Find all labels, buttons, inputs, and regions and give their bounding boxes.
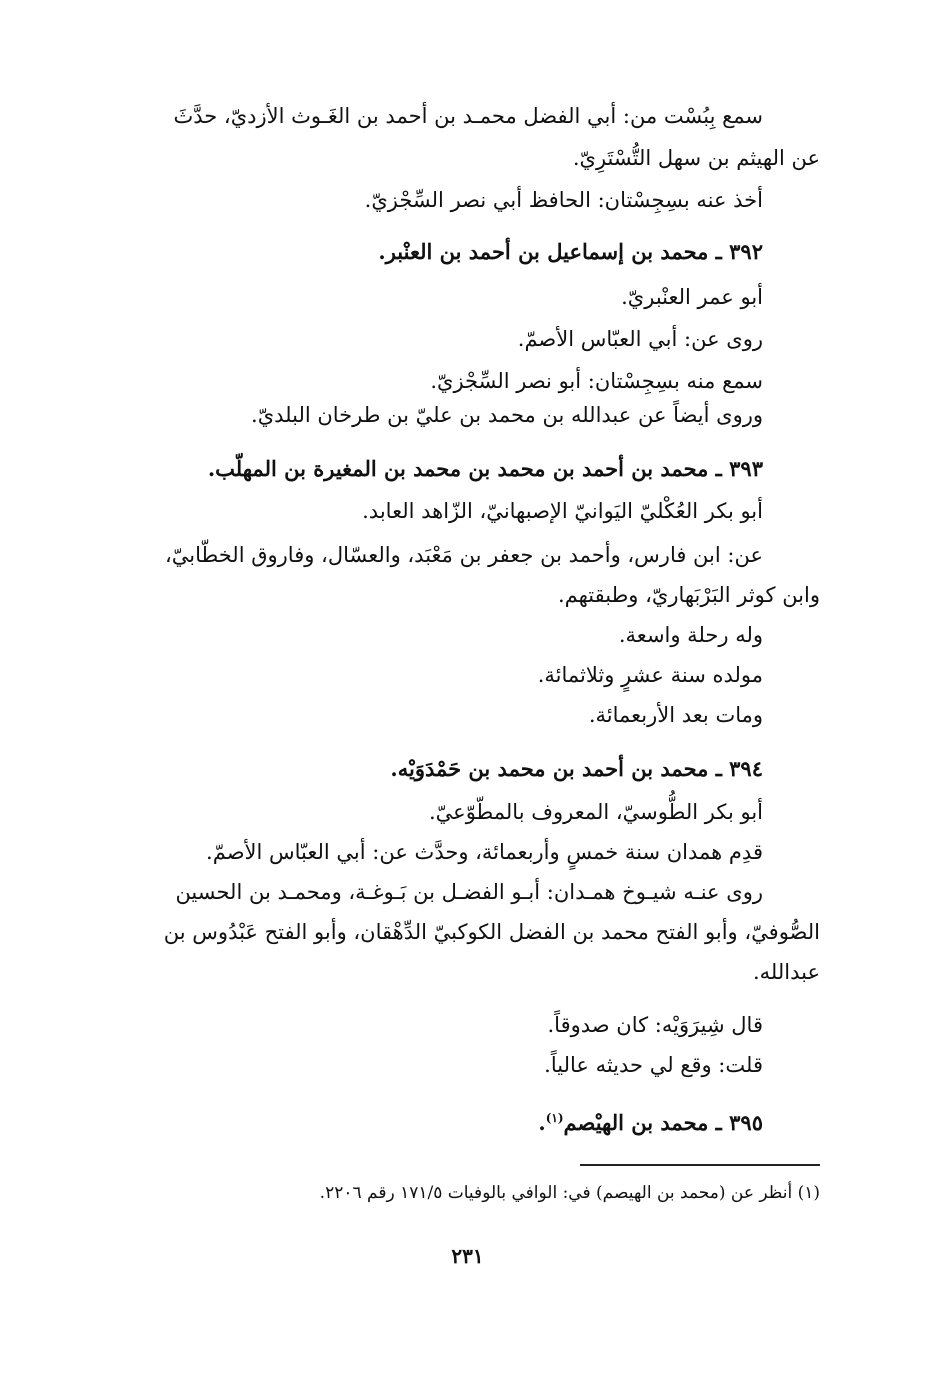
text-line: وله رحلة واسعة. xyxy=(618,623,763,647)
entry-heading-393: ٣٩٣ ـ محمد بن أحمد بن محمد بن محمد بن المغيرة بن المهلّب. xyxy=(207,456,763,481)
text-line: عن: ابن فارس، وأحمد بن جعفر بن مَعْبَد، والعسّال، وفاروق الخطّابيّ، xyxy=(165,543,763,567)
text-line: أبو بكر الطُّوسيّ، المعروف بالمطّوّعيّ. xyxy=(428,800,763,824)
text-line: وروى أيضاً عن عبدالله بن محمد بن عليّ بن طرخان البلديّ. xyxy=(251,403,763,427)
text-line: عبدالله. xyxy=(752,960,820,984)
text-line: الصُّوفيّ، وأبو الفتح محمد بن الفضل الكوكبيّ الدِّهْقان، وأبو الفتح عَبْدُوس بن xyxy=(163,920,820,944)
text-line: روى عنـه شيـوخ همـدان: أبـو الفضـل بن بَـوغـة، ومحمـد بن الحسين xyxy=(175,880,763,904)
text-line: قال شِيرَوَيْه: كان صدوقاً. xyxy=(547,1013,763,1037)
text-line: وابن كوثر البَرْبَهاريّ، وطبقتهم. xyxy=(557,583,820,607)
footnote-reference: (١) xyxy=(545,1111,564,1125)
text-line: مولده سنة عشرٍ وثلاثمائة. xyxy=(537,663,763,687)
text-line: عن الهيثم بن سهل التُّسْتَرِيّ. xyxy=(572,146,820,170)
text-line: أخذ عنه بسِجِسْتان: الحافظ أبي نصر السِّجْزيّ. xyxy=(364,188,763,212)
footnote: (١) أنظر عن (محمد بن الهيصم) في: الوافي بالوفيات ١٧١/٥ رقم ٢٢٠٦. xyxy=(319,1183,820,1203)
text-line: أبو عمر العنْبريّ. xyxy=(621,285,763,309)
footnote-divider xyxy=(580,1164,820,1166)
text-line: ومات بعد الأربعمائة. xyxy=(588,703,763,727)
text-line: أبو بكر العُكْليّ اليَوانيّ الإصبهانيّ، الزّاهد العابد. xyxy=(362,499,763,523)
text-line: قدِم همدان سنة خمسٍ وأربعمائة، وحدَّث عن: أبي العبّاس الأصمّ. xyxy=(206,840,763,864)
entry-heading-395 xyxy=(538,1103,763,1138)
text-line: قلت: وقع لي حديثه عالياً. xyxy=(544,1053,763,1077)
text-line: روى عن: أبي العبّاس الأصمّ. xyxy=(517,327,763,351)
text-line: سمع بِبُسْت من: أبي الفضل محمـد بن أحمد بن الغَـوث الأزديّ، حدَّثَ xyxy=(173,104,763,128)
page-number: ٢٣١ xyxy=(451,1244,484,1268)
text-line: سمع منه بسِجِسْتان: أبو نصر السِّجْزيّ. xyxy=(430,369,763,393)
entry-heading-395-text: ٣٩٥ ـ محمد بن الهيْصم xyxy=(563,1110,763,1135)
entry-heading-392: ٣٩٢ ـ محمد بن إسماعيل بن أحمد بن العنْبر. xyxy=(378,239,763,264)
entry-heading-395-end: . xyxy=(538,1110,546,1135)
entry-heading-394: ٣٩٤ ـ محمد بن أحمد بن محمد بن حَمْدَوَيْه. xyxy=(390,756,763,781)
